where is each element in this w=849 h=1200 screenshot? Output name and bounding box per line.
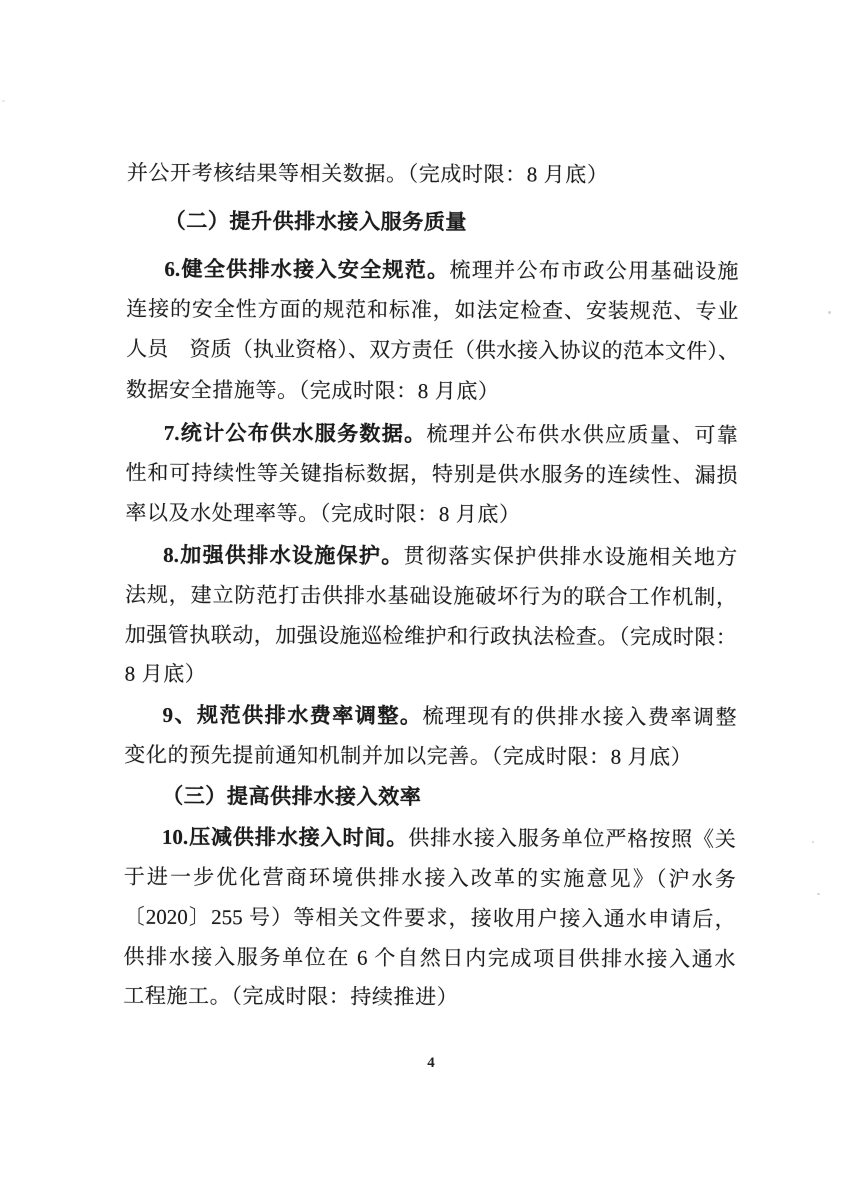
paragraph-line xyxy=(126,336,738,365)
scan-speck xyxy=(828,311,831,314)
scan-speck xyxy=(812,841,814,843)
paragraph-line xyxy=(127,160,739,189)
body-text: 连接的安全性方面的规范和标准，如法定检查、安装规范、专业 xyxy=(126,296,739,324)
item-start-line xyxy=(124,702,736,731)
document-body xyxy=(122,0,739,1200)
paragraph-line xyxy=(125,500,737,529)
section-heading xyxy=(124,783,736,812)
body-text: 加强管执联动，加强设施巡检维护和行政执法检查。（完成时限： xyxy=(124,622,737,650)
body-text: 变化的预先提前通知机制并加以完善。（完成时限：8 月底） xyxy=(124,742,693,770)
body-text: 并公开考核结果等相关数据。（完成时限：8 月底） xyxy=(126,160,609,187)
paragraph-line xyxy=(124,742,736,771)
bold-text: 8.加强供排水设施保护。 xyxy=(163,542,404,568)
paragraph-line xyxy=(126,377,738,406)
body-text: 人员 资质（执业资格）、双方责任（供水接入协议的范本文件）、 xyxy=(126,336,739,364)
body-text: 8 月底） xyxy=(124,661,207,687)
body-text: 梳理现有的供排水接入费率调整 xyxy=(422,703,737,730)
paragraph-line xyxy=(124,904,736,933)
scan-speck xyxy=(817,893,820,895)
body-text: 性和可持续性等关键指标数据，特别是供水服务的连续性、漏损 xyxy=(125,460,738,488)
paragraph-line xyxy=(125,460,737,489)
body-text: 于进一步优化营商环境供排水接入改革的实施意见》（沪水务 xyxy=(123,864,736,892)
bold-text: 7.统计公布供水服务数据。 xyxy=(163,420,427,446)
paragraph-line xyxy=(124,864,736,893)
body-text: 〔2020〕255 号）等相关文件要求，接收用户接入通水申请后， xyxy=(123,904,736,932)
body-text: 数据安全措施等。（完成时限：8 月底） xyxy=(125,377,500,404)
paragraph-line xyxy=(123,944,735,973)
bold-text: （二）提升供排水接入服务质量 xyxy=(164,208,468,235)
body-text: 梳理并公布市政公用基础设施 xyxy=(449,258,739,284)
body-text: 贯彻落实保护供排水设施相关地方 xyxy=(403,543,738,570)
paragraph-line xyxy=(125,582,737,611)
bold-text: 9、规范供排水费率调整。 xyxy=(162,702,423,728)
paragraph-line xyxy=(123,983,735,1012)
body-text: 工程施工。（完成时限：持续推进） xyxy=(123,983,459,1010)
section-heading xyxy=(127,208,739,237)
bold-text: （三）提高供排水接入效率 xyxy=(162,783,422,809)
body-text: 法规，建立防范打击供排水基础设施破坏行为的联合工作机制， xyxy=(124,582,738,610)
item-start-line xyxy=(125,542,737,571)
item-start-line xyxy=(124,824,736,853)
bold-text: 6.健全供排水接入安全规范。 xyxy=(164,256,450,283)
body-text: 梳理并公布供水供应质量、可靠 xyxy=(426,421,738,448)
body-text: 率以及水处理率等。（完成时限：8 月底） xyxy=(125,500,521,527)
bold-text: 10.压减供排水接入时间。 xyxy=(161,824,409,850)
paragraph-line xyxy=(125,661,737,690)
paragraph-line xyxy=(125,622,737,651)
body-text: 供排水接入服务单位在 6 个自然日内完成项目供排水接入通水 xyxy=(123,944,736,972)
item-start-line xyxy=(126,256,738,285)
body-text: 供排水接入服务单位严格按照《关 xyxy=(408,825,737,852)
paragraph-line xyxy=(126,296,738,325)
scan-speck xyxy=(2,100,5,102)
page-number: 4 xyxy=(427,1055,435,1071)
item-start-line xyxy=(126,420,738,449)
